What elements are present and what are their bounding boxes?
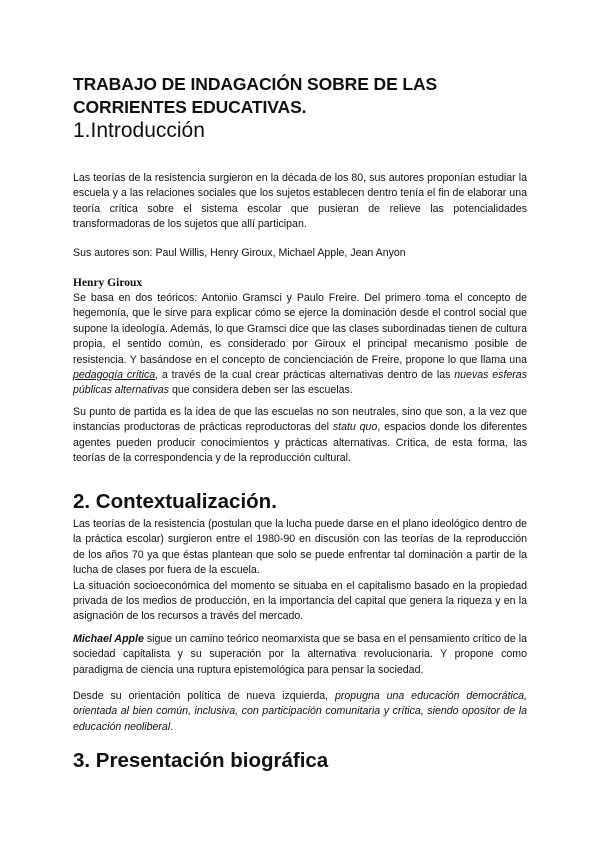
p4-text-a: Desde su orientación política de nueva izquierda, <box>73 690 335 702</box>
section-heading-introduccion: 1.Introducción <box>73 119 205 142</box>
giroux-p1-text-b: , a través de la cual crear prácticas alternativas dentro de las <box>155 369 455 382</box>
p4-text-b: . <box>170 720 174 733</box>
pedagogia-critica-term: pedagogía crítica <box>73 369 156 382</box>
giroux-section <box>73 276 527 399</box>
giroux-paragraph-1 <box>73 291 527 399</box>
p4-italic: propugna una educación democrática, orientada al bien común, inclusiva, con participación comunitaria y crítica, siendo opositor de la educación neoliberal <box>73 690 528 733</box>
political-orientation-paragraph <box>73 689 527 735</box>
section-heading-presentacion-biografica: 3. Presentación biográfica <box>73 749 329 772</box>
statu-quo-term: statu quo <box>332 421 378 434</box>
context-paragraph-2: La situación socioeconómica del momento se situaba en el capitalismo basado en la propiedad privada de los medios de producción, en la importancia del capital que genera la riqueza y en la asignación de los recursos a través del mercado. <box>73 579 527 623</box>
intro-paragraph: Las teorías de la resistencia surgieron en la década de los 80, sus autores proponían estudiar la escuela y a las relaciones sociales que los sujetos establecen dentro tenía el fin de elaborar una teoría crítica sobre el sistema escolar que pusieran de relieve las potencialidades transformadoras de los sujetos que allí participan. <box>73 172 527 231</box>
context-paragraphs <box>73 517 527 625</box>
context-paragraph-1: Las teorías de la resistencia (postulan que la lucha puede darse en el plano ideológico dentro de la práctica escolar) surgieron entre el 1980-90 en discusión con las teorías de la reproducción de los años 70 ya que éstas plantean que solo se puede enfrentar tal dominación a partir de la lucha de clases por fuera de la escuela. <box>73 518 527 577</box>
giroux-paragraph-2 <box>73 405 527 467</box>
giroux-p2-text-b: , espacios donde los diferentes agentes pueden producir conocimientos y prácticas alternativas. Crítica, de esta forma, las teorías de la correspondencia y de la reproducción cultural. <box>73 421 527 465</box>
authors-paragraph: Sus autores son: Paul Willis, Henry Giroux, Michael Apple, Jean Anyon <box>73 247 406 259</box>
document-title: TRABAJO DE INDAGACIÓN SOBRE DE LAS CORRIENTES EDUCATIVAS. <box>73 74 438 117</box>
giroux-p2-text-a: Su punto de partida es la idea de que las escuelas no son neutrales, sino que son, a la vez que instancias productoras de prácticas reproductoras del <box>73 406 527 434</box>
apple-name: Michael Apple <box>73 633 144 645</box>
giroux-p1-text-a: Se basa en dos teóricos: Antonio Gramsci y Paulo Freire. Del primero toma el concepto de hegemonía, que le sirve para explicar cómo se ejerce la dominación desde el control social que supone la ideología. Además, lo que Gramsci dice que las clases subordinadas tienen de cultura propia, el sentido común, es considerado por Giroux el principal mecanismo posible de resistencia. Y basándose en el concepto de concienciación de Freire, propone lo que llama una <box>73 292 527 366</box>
apple-text: sigue un camino teórico neomarxista que se basa en el pensamiento crítico de la sociedad capitalista y su superación por la alternativa revolucionaria. Y propone como paradigma de ciencia una ruptura epistemológica para pensar la sociedad. <box>73 633 527 676</box>
nuevas-esferas-term: nuevas esferas públicas alternativas <box>73 369 527 397</box>
apple-paragraph <box>73 632 527 678</box>
giroux-heading: Henry Giroux <box>73 277 143 289</box>
section-heading-contextualizacion: 2. Contextualización. <box>73 490 277 513</box>
giroux-p1-text-c: que considera deben ser las escuelas. <box>169 384 353 397</box>
